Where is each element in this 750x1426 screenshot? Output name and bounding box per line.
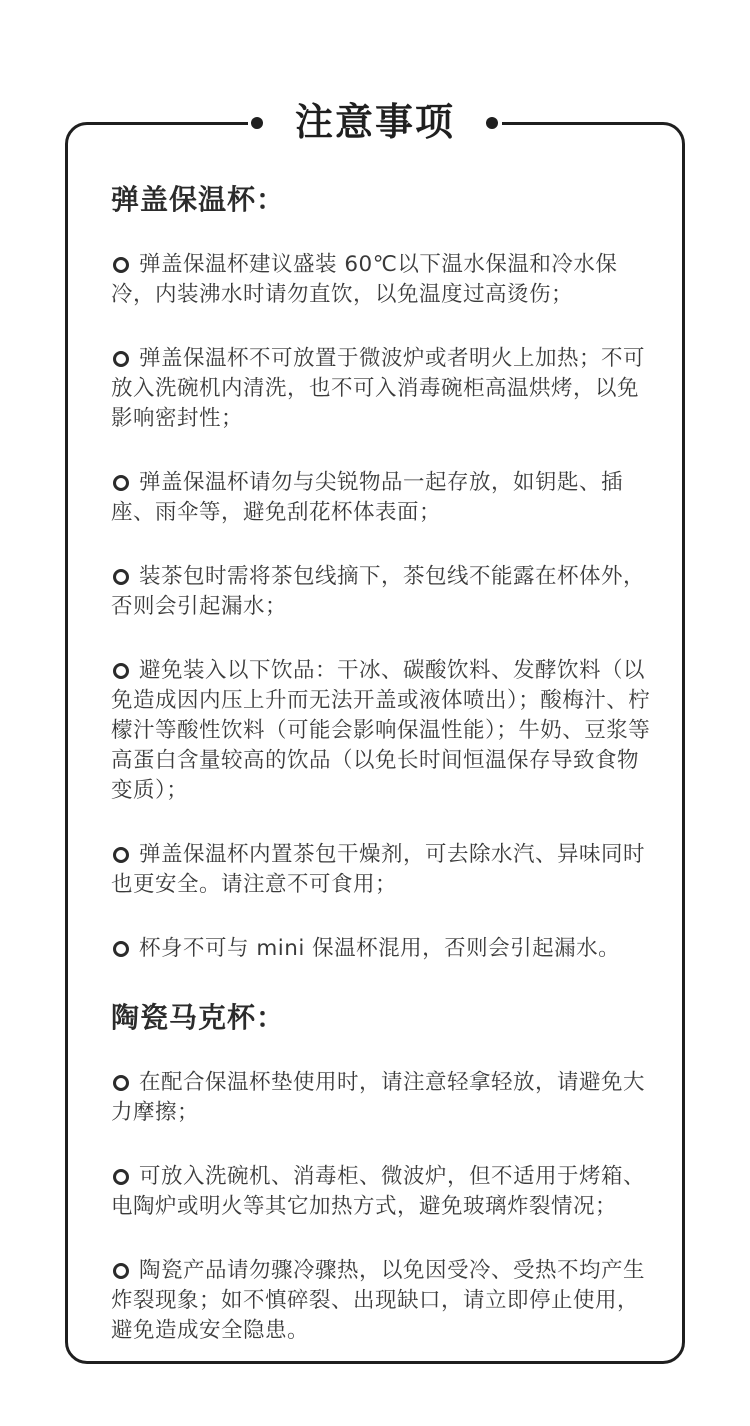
list-item-text: 弹盖保温杯内置茶包干燥剂，可去除水汽、异味同时也更安全。请注意不可食用；	[111, 842, 646, 897]
list-item	[111, 1162, 656, 1222]
list-item-text: 杯身不可与 mini 保温杯混用，否则会引起漏水。	[139, 936, 621, 961]
list-item-text: 弹盖保温杯建议盛装 60℃以下温水保温和冷水保冷，内装沸水时请勿直饮，以免温度过高烫伤；	[111, 252, 618, 307]
circle-bullet-icon	[113, 1169, 129, 1185]
list-item-text: 避免装入以下饮品：干冰、碳酸饮料、发酵饮料（以免造成因内压上升而无法开盖或液体喷出）；酸梅汁、柠檬汁等酸性饮料（可能会影响保温性能）；牛奶、豆浆等高蛋白含量较高的饮品（以免长时间恒温保存导致食物变质）；	[111, 658, 651, 803]
list-item	[111, 1256, 656, 1346]
list-item	[111, 1068, 656, 1128]
list-item	[111, 562, 656, 622]
list-item	[111, 468, 656, 528]
list-item	[111, 656, 656, 806]
page-title: 注意事项	[294, 100, 455, 144]
circle-bullet-icon	[113, 1263, 129, 1279]
section-title-flip-lid-cup: 弹盖保温杯：	[111, 183, 286, 216]
section-title-ceramic-mug: 陶瓷马克杯：	[111, 1001, 286, 1034]
list-item	[111, 344, 656, 434]
notice-content	[111, 180, 656, 1380]
list-item-text: 弹盖保温杯不可放置于微波炉或者明火上加热；不可放入洗碗机内清洗，也不可入消毒碗柜高温烘烤，以免影响密封性；	[111, 346, 646, 431]
circle-bullet-icon	[113, 257, 129, 273]
circle-bullet-icon	[113, 941, 129, 957]
list-item-text: 弹盖保温杯请勿与尖锐物品一起存放，如钥匙、插座、雨伞等，避免刮花杯体表面；	[111, 470, 624, 525]
list-item	[111, 840, 656, 900]
circle-bullet-icon	[113, 475, 129, 491]
list-item	[111, 934, 656, 964]
circle-bullet-icon	[113, 351, 129, 367]
circle-bullet-icon	[113, 569, 129, 585]
circle-bullet-icon	[113, 847, 129, 863]
circle-bullet-icon	[113, 663, 129, 679]
title-dot-right-icon	[486, 117, 498, 129]
list-item-text: 装茶包时需将茶包线摘下，茶包线不能露在杯体外，否则会引起漏水；	[111, 564, 646, 619]
circle-bullet-icon	[113, 1075, 129, 1091]
list-item	[111, 250, 656, 310]
list-item-text: 在配合保温杯垫使用时，请注意轻拿轻放，请避免大力摩擦；	[111, 1070, 646, 1125]
list-item-text: 可放入洗碗机、消毒柜、微波炉，但不适用于烤箱、电陶炉或明火等其它加热方式，避免玻璃炸裂情况；	[111, 1164, 646, 1219]
title-dot-left-icon	[251, 117, 263, 129]
list-item-text: 陶瓷产品请勿骤冷骤热，以免因受冷、受热不均产生炸裂现象；如不慎碎裂、出现缺口，请立即停止使用，避免造成安全隐患。	[111, 1258, 646, 1343]
